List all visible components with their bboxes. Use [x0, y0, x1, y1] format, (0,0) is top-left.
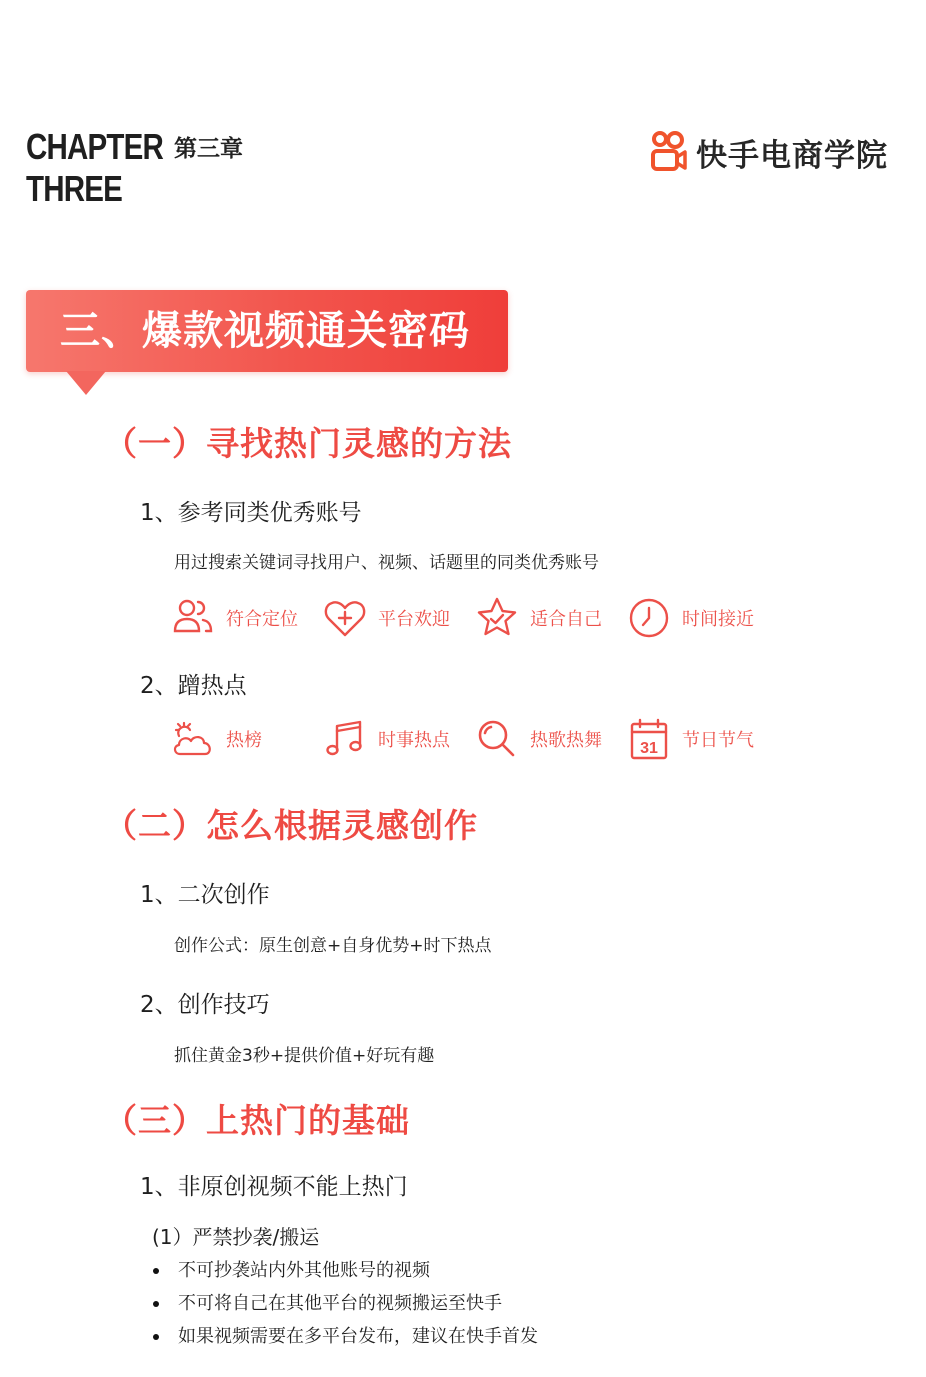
heart-plus-icon	[322, 595, 368, 641]
tag-label: 热歌热舞	[530, 730, 602, 751]
tag-item	[474, 594, 626, 642]
tag-item	[626, 594, 778, 642]
section-title-2: （二）怎么根据灵感创作	[104, 806, 478, 845]
chapter-label-en	[26, 126, 163, 210]
subsection-title-1-1: 1、参考同类优秀账号	[140, 500, 362, 526]
tag-row-accounts	[170, 594, 790, 642]
brand	[648, 130, 888, 174]
subsection-title-2-2: 2、创作技巧	[140, 992, 270, 1018]
subsection-title-1-2: 2、蹭热点	[140, 673, 247, 699]
subsection-desc-2-1: 创作公式：原生创意+自身优势+时下热点	[174, 936, 492, 956]
list-item: 如果视频需要在多平台发布，建议在快手首发	[150, 1320, 538, 1353]
tag-item	[322, 715, 474, 763]
chapter-line-1: CHAPTER	[26, 126, 163, 167]
tag-item	[626, 715, 778, 763]
subsection-desc-2-2: 抓住黄金3秒+提供价值+好玩有趣	[174, 1046, 435, 1066]
list-item: 不可将自己在其他平台的视频搬运至快手	[150, 1287, 538, 1320]
brand-name: 快手电商学院	[696, 137, 888, 174]
section-title-3: （三）上热门的基础	[104, 1101, 410, 1140]
tag-item	[170, 715, 322, 763]
search-icon	[474, 716, 520, 762]
banner-pointer	[66, 371, 106, 395]
banner-title: 三、爆款视频通关密码	[60, 308, 470, 354]
tag-item	[474, 715, 626, 763]
bullet-list	[150, 1254, 538, 1353]
subsection-title-2-1: 1、二次创作	[140, 882, 270, 908]
clock-icon	[626, 595, 672, 641]
chapter-label-cn: 第三章	[174, 136, 243, 162]
tag-item	[322, 594, 474, 642]
star-check-icon	[474, 595, 520, 641]
tag-label: 节日节气	[682, 730, 754, 751]
kuaishou-logo-icon	[648, 130, 688, 174]
list-item: 不可抄袭站内外其他账号的视频	[150, 1254, 538, 1287]
section-title-1: （一）寻找热门灵感的方法	[104, 424, 512, 463]
music-note-icon	[322, 716, 368, 762]
tag-label: 时事热点	[378, 730, 450, 751]
tag-label: 热榜	[226, 730, 262, 751]
tag-label: 时间接近	[682, 609, 754, 630]
calendar-day: 31	[640, 740, 658, 757]
tag-row-hotspots	[170, 715, 790, 763]
tag-item	[170, 594, 322, 642]
subsection-desc-1-1: 用过搜索关键词寻找用户、视频、话题里的同类优秀账号	[174, 553, 599, 573]
users-icon	[170, 595, 216, 641]
tag-label: 平台欢迎	[378, 609, 450, 630]
tag-label: 符合定位	[226, 609, 298, 630]
calendar-icon	[626, 716, 672, 762]
item-title: (1）严禁抄袭/搬运	[152, 1225, 320, 1249]
chapter-line-2: THREE	[26, 168, 122, 209]
sun-cloud-icon	[170, 716, 216, 762]
tag-label: 适合自己	[530, 609, 602, 630]
subsection-title-3-1: 1、非原创视频不能上热门	[140, 1174, 408, 1200]
